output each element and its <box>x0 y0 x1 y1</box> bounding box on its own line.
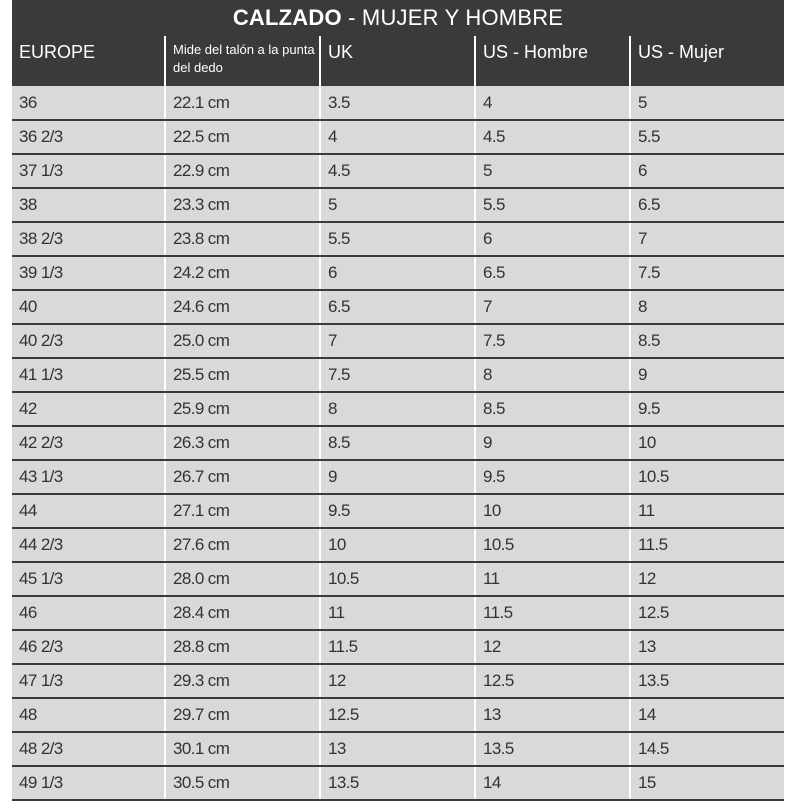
cell-uk: 7.5 <box>320 358 475 392</box>
cell-us-men: 12 <box>475 630 630 664</box>
cell-uk: 8 <box>320 392 475 426</box>
cell-us-women: 6.5 <box>630 188 784 222</box>
size-table <box>12 36 784 801</box>
cell-europe: 38 2/3 <box>12 222 165 256</box>
cell-europe: 45 1/3 <box>12 562 165 596</box>
table-row <box>12 222 784 256</box>
cell-us-women: 8 <box>630 290 784 324</box>
cell-foot-length: 22.1 cm <box>165 86 320 120</box>
cell-europe: 42 2/3 <box>12 426 165 460</box>
cell-us-men: 10.5 <box>475 528 630 562</box>
cell-europe: 40 2/3 <box>12 324 165 358</box>
cell-uk: 10.5 <box>320 562 475 596</box>
cell-uk: 12.5 <box>320 698 475 732</box>
cell-foot-length: 27.6 cm <box>165 528 320 562</box>
cell-us-men: 13 <box>475 698 630 732</box>
table-row <box>12 460 784 494</box>
cell-foot-length: 27.1 cm <box>165 494 320 528</box>
cell-foot-length: 22.9 cm <box>165 154 320 188</box>
table-row <box>12 732 784 766</box>
table-row <box>12 664 784 698</box>
table-row <box>12 120 784 154</box>
cell-us-women: 9 <box>630 358 784 392</box>
cell-us-men: 8.5 <box>475 392 630 426</box>
cell-us-women: 8.5 <box>630 324 784 358</box>
column-header-us-women: US - Mujer <box>630 36 784 86</box>
table-row <box>12 426 784 460</box>
cell-uk: 8.5 <box>320 426 475 460</box>
cell-uk: 5.5 <box>320 222 475 256</box>
cell-us-women: 14.5 <box>630 732 784 766</box>
cell-europe: 44 <box>12 494 165 528</box>
cell-europe: 42 <box>12 392 165 426</box>
cell-uk: 3.5 <box>320 86 475 120</box>
table-body <box>12 86 784 800</box>
table-row <box>12 392 784 426</box>
cell-foot-length: 26.7 cm <box>165 460 320 494</box>
cell-us-men: 8 <box>475 358 630 392</box>
cell-europe: 48 <box>12 698 165 732</box>
cell-us-women: 6 <box>630 154 784 188</box>
column-header-foot-length: Mide del talón a la punta del dedo <box>165 36 320 86</box>
cell-foot-length: 29.7 cm <box>165 698 320 732</box>
header-row <box>12 36 784 86</box>
cell-foot-length: 24.2 cm <box>165 256 320 290</box>
cell-us-women: 10.5 <box>630 460 784 494</box>
cell-foot-length: 25.9 cm <box>165 392 320 426</box>
cell-uk: 9 <box>320 460 475 494</box>
cell-uk: 12 <box>320 664 475 698</box>
cell-foot-length: 28.8 cm <box>165 630 320 664</box>
cell-us-men: 7.5 <box>475 324 630 358</box>
cell-europe: 46 <box>12 596 165 630</box>
title-bold-part: CALZADO <box>232 5 342 30</box>
cell-us-women: 7 <box>630 222 784 256</box>
cell-us-men: 11.5 <box>475 596 630 630</box>
cell-us-men: 11 <box>475 562 630 596</box>
cell-us-men: 5.5 <box>475 188 630 222</box>
cell-us-men: 6 <box>475 222 630 256</box>
cell-uk: 10 <box>320 528 475 562</box>
table-row <box>12 154 784 188</box>
cell-us-men: 9 <box>475 426 630 460</box>
cell-us-men: 13.5 <box>475 732 630 766</box>
cell-us-men: 7 <box>475 290 630 324</box>
cell-us-women: 5 <box>630 86 784 120</box>
table-row <box>12 596 784 630</box>
cell-foot-length: 30.1 cm <box>165 732 320 766</box>
cell-foot-length: 29.3 cm <box>165 664 320 698</box>
chart-title <box>12 0 784 36</box>
cell-us-women: 13 <box>630 630 784 664</box>
cell-uk: 5 <box>320 188 475 222</box>
cell-foot-length: 23.8 cm <box>165 222 320 256</box>
cell-uk: 7 <box>320 324 475 358</box>
cell-europe: 43 1/3 <box>12 460 165 494</box>
cell-europe: 36 2/3 <box>12 120 165 154</box>
cell-europe: 47 1/3 <box>12 664 165 698</box>
cell-us-men: 12.5 <box>475 664 630 698</box>
cell-uk: 6.5 <box>320 290 475 324</box>
cell-us-women: 9.5 <box>630 392 784 426</box>
cell-us-women: 11 <box>630 494 784 528</box>
cell-us-women: 10 <box>630 426 784 460</box>
cell-us-men: 4 <box>475 86 630 120</box>
table-row <box>12 698 784 732</box>
cell-foot-length: 24.6 cm <box>165 290 320 324</box>
table-row <box>12 358 784 392</box>
cell-us-men: 6.5 <box>475 256 630 290</box>
cell-foot-length: 22.5 cm <box>165 120 320 154</box>
cell-foot-length: 28.4 cm <box>165 596 320 630</box>
cell-europe: 44 2/3 <box>12 528 165 562</box>
cell-us-women: 5.5 <box>630 120 784 154</box>
column-header-us-men: US - Hombre <box>475 36 630 86</box>
cell-foot-length: 25.0 cm <box>165 324 320 358</box>
cell-us-women: 14 <box>630 698 784 732</box>
cell-us-women: 12 <box>630 562 784 596</box>
table-row <box>12 766 784 800</box>
cell-uk: 13.5 <box>320 766 475 800</box>
cell-us-men: 14 <box>475 766 630 800</box>
cell-foot-length: 23.3 cm <box>165 188 320 222</box>
cell-us-women: 11.5 <box>630 528 784 562</box>
cell-uk: 9.5 <box>320 494 475 528</box>
cell-europe: 48 2/3 <box>12 732 165 766</box>
table-row <box>12 256 784 290</box>
cell-uk: 11 <box>320 596 475 630</box>
table-row <box>12 528 784 562</box>
cell-us-women: 7.5 <box>630 256 784 290</box>
cell-us-men: 5 <box>475 154 630 188</box>
cell-europe: 49 1/3 <box>12 766 165 800</box>
cell-uk: 4.5 <box>320 154 475 188</box>
cell-uk: 6 <box>320 256 475 290</box>
cell-us-men: 10 <box>475 494 630 528</box>
cell-foot-length: 28.0 cm <box>165 562 320 596</box>
cell-us-men: 9.5 <box>475 460 630 494</box>
cell-europe: 41 1/3 <box>12 358 165 392</box>
cell-europe: 40 <box>12 290 165 324</box>
cell-uk: 4 <box>320 120 475 154</box>
table-row <box>12 324 784 358</box>
cell-uk: 11.5 <box>320 630 475 664</box>
cell-europe: 36 <box>12 86 165 120</box>
column-header-uk: UK <box>320 36 475 86</box>
column-header-europe: EUROPE <box>12 36 165 86</box>
cell-us-women: 13.5 <box>630 664 784 698</box>
cell-us-women: 12.5 <box>630 596 784 630</box>
cell-us-women: 15 <box>630 766 784 800</box>
cell-uk: 13 <box>320 732 475 766</box>
table-row <box>12 630 784 664</box>
table-row <box>12 494 784 528</box>
table-row <box>12 86 784 120</box>
cell-europe: 37 1/3 <box>12 154 165 188</box>
table-row <box>12 562 784 596</box>
cell-europe: 46 2/3 <box>12 630 165 664</box>
table-row <box>12 188 784 222</box>
cell-europe: 38 <box>12 188 165 222</box>
cell-foot-length: 30.5 cm <box>165 766 320 800</box>
cell-europe: 39 1/3 <box>12 256 165 290</box>
title-rest-part: - MUJER Y HOMBRE <box>341 5 564 30</box>
cell-us-men: 4.5 <box>475 120 630 154</box>
table-header <box>12 36 784 86</box>
table-row <box>12 290 784 324</box>
cell-foot-length: 26.3 cm <box>165 426 320 460</box>
cell-foot-length: 25.5 cm <box>165 358 320 392</box>
